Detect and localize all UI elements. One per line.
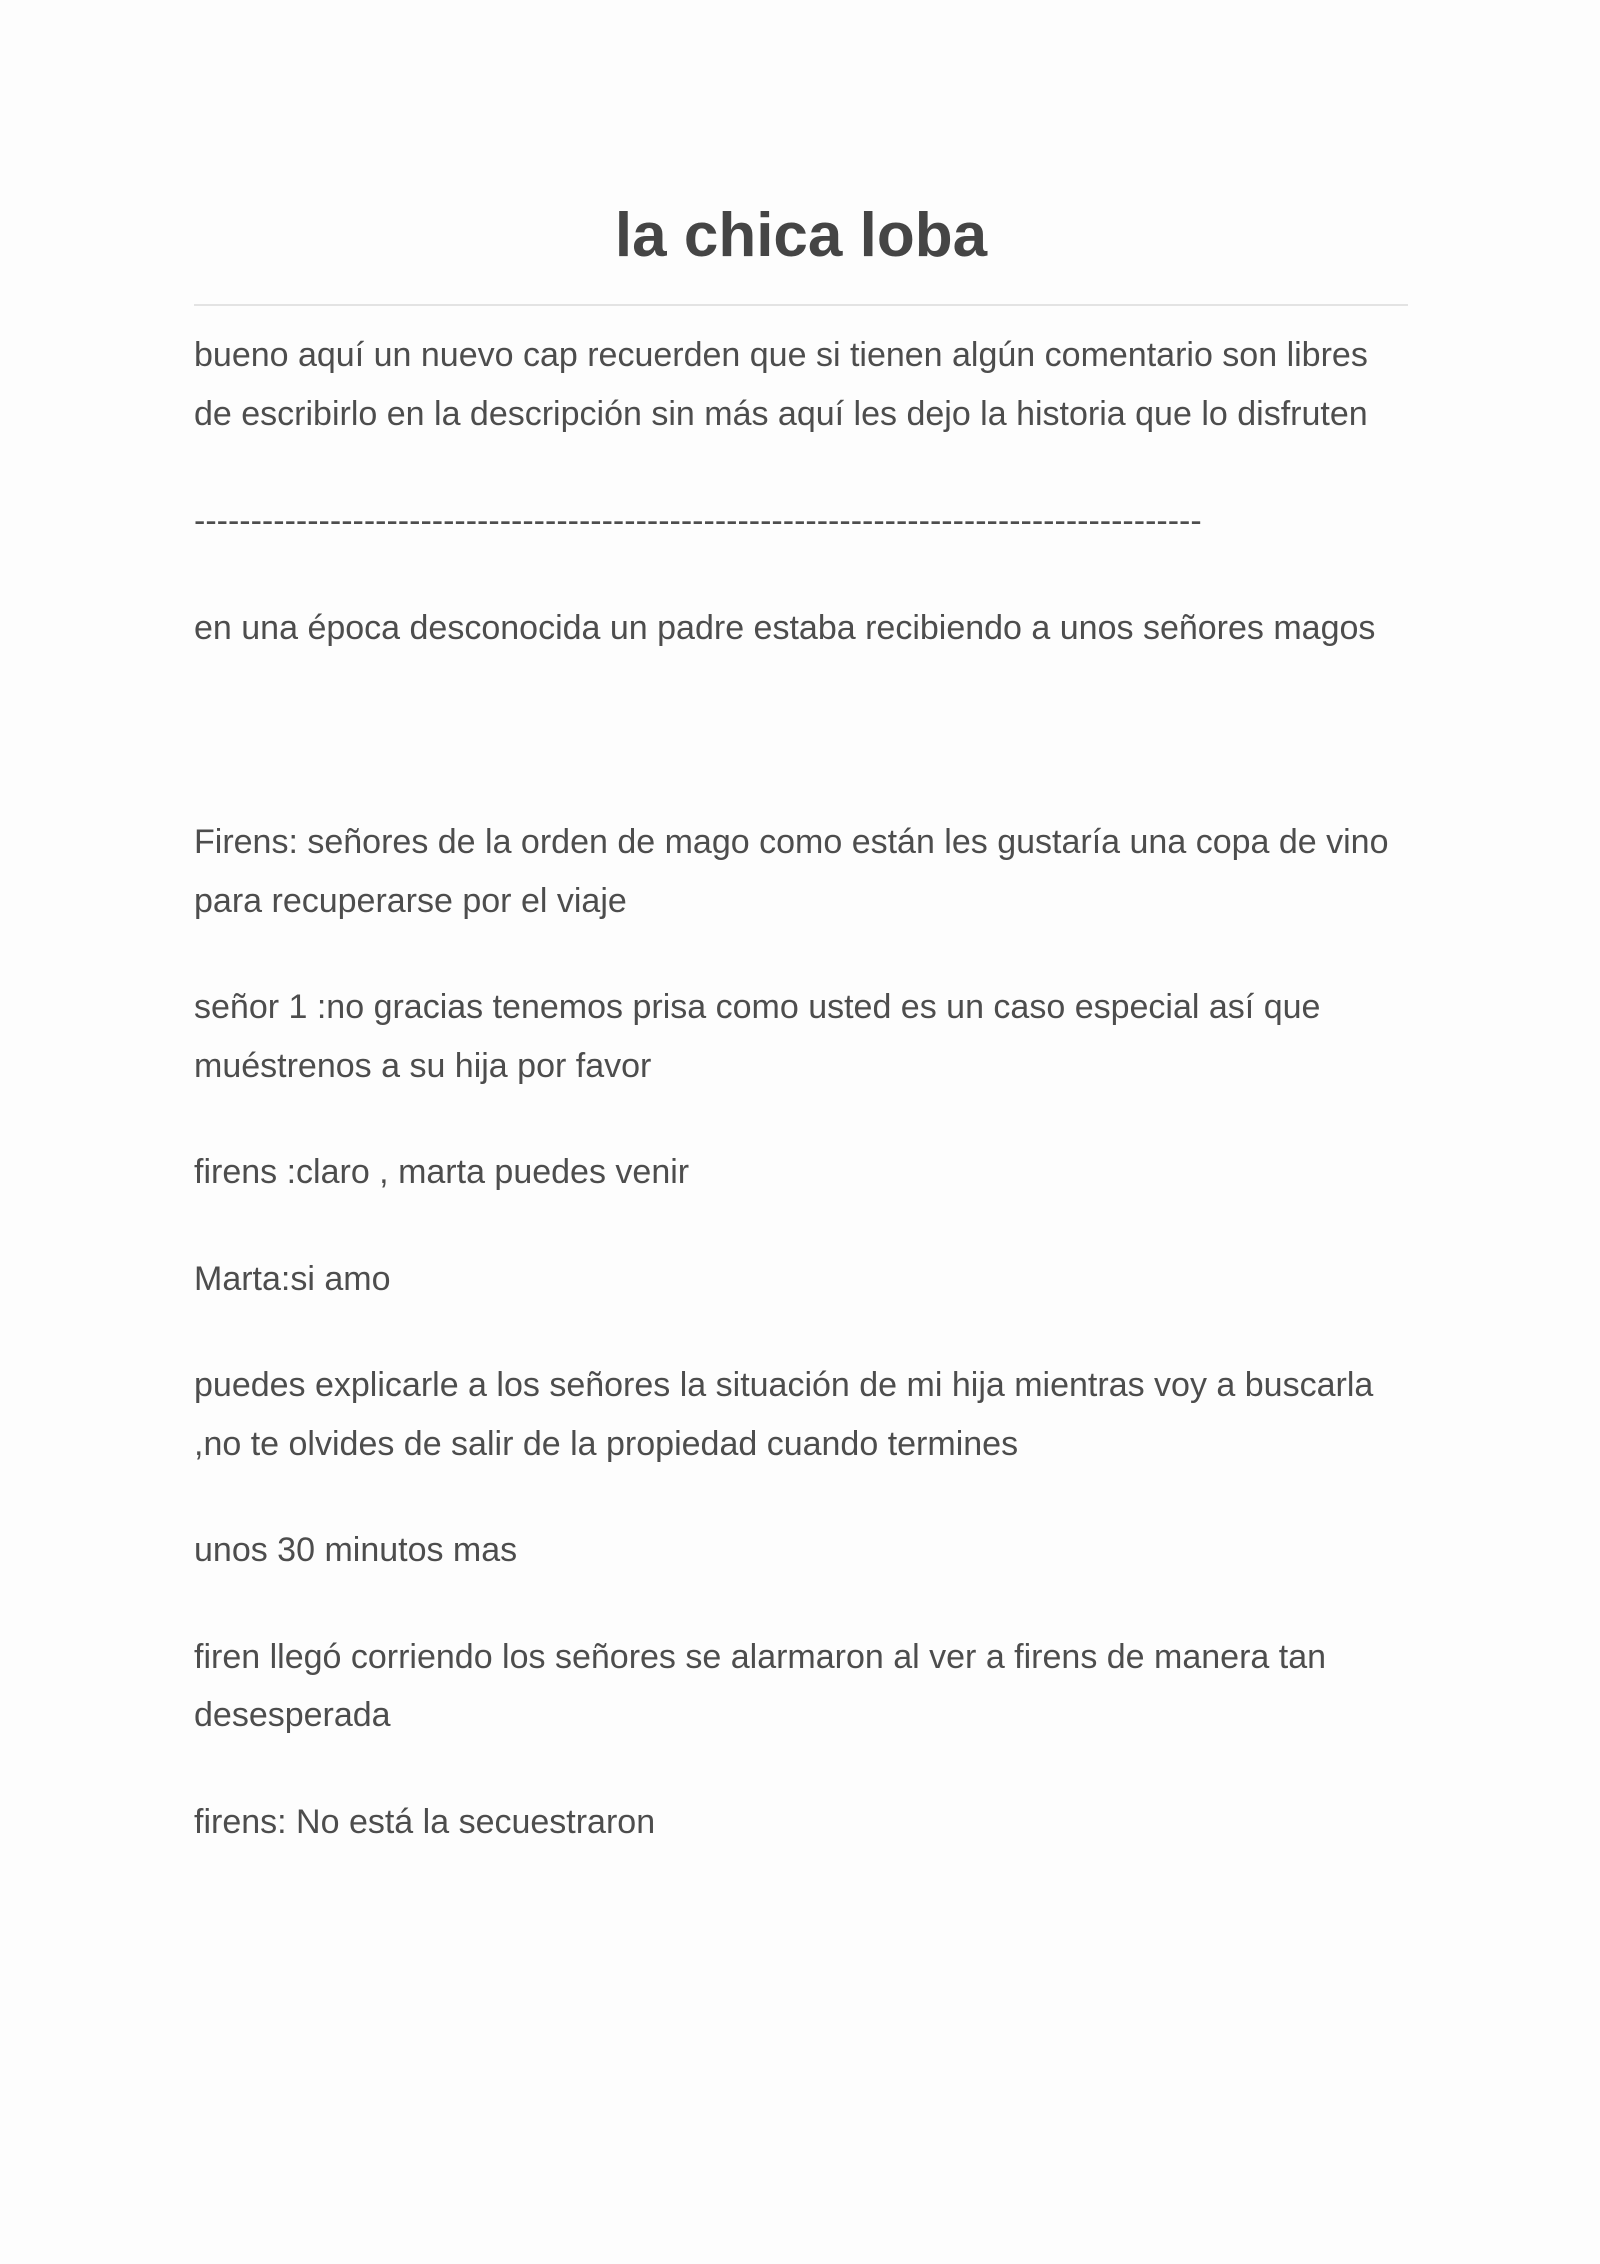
document-page: [194, 0, 1408, 1851]
dialogue-paragraph: firens :claro , marta puedes venir: [194, 1153, 690, 1191]
dialogue-paragraph: Firens: señores de la orden de mago como están les gustaría una copa de vino para recuperarse por el viaje: [194, 823, 1389, 920]
story-paragraph: unos 30 minutos mas: [194, 1531, 518, 1569]
document-title: la chica loba: [614, 201, 988, 270]
intro-paragraph: bueno aquí un nuevo cap recuerden que si tienen algún comentario son libres de escribirlo en la descripción sin más aquí les dejo la historia que lo disfruten: [194, 336, 1368, 433]
story-paragraph: firen llegó corriendo los señores se alarmaron al ver a firens de manera tan desesperada: [194, 1637, 1327, 1734]
dialogue-paragraph: señor 1 :no gracias tenemos prisa como usted es un caso especial así que muéstrenos a su hija por favor: [194, 988, 1321, 1085]
dialogue-paragraph: Marta:si amo: [194, 1259, 391, 1298]
dashed-separator: -----------------------------------------------------------------------------------------: [194, 502, 1202, 540]
document-body: [194, 326, 1408, 1851]
title-divider: [194, 304, 1408, 306]
story-paragraph: en una época desconocida un padre estaba recibiendo a unos señores magos: [194, 608, 1376, 647]
dialogue-paragraph: puedes explicarle a los señores la situación de mi hija mientras voy a buscarla ,no te olvides de salir de la propiedad cuando termines: [194, 1366, 1374, 1463]
dialogue-paragraph: firens: No está la secuestraron: [194, 1802, 656, 1841]
